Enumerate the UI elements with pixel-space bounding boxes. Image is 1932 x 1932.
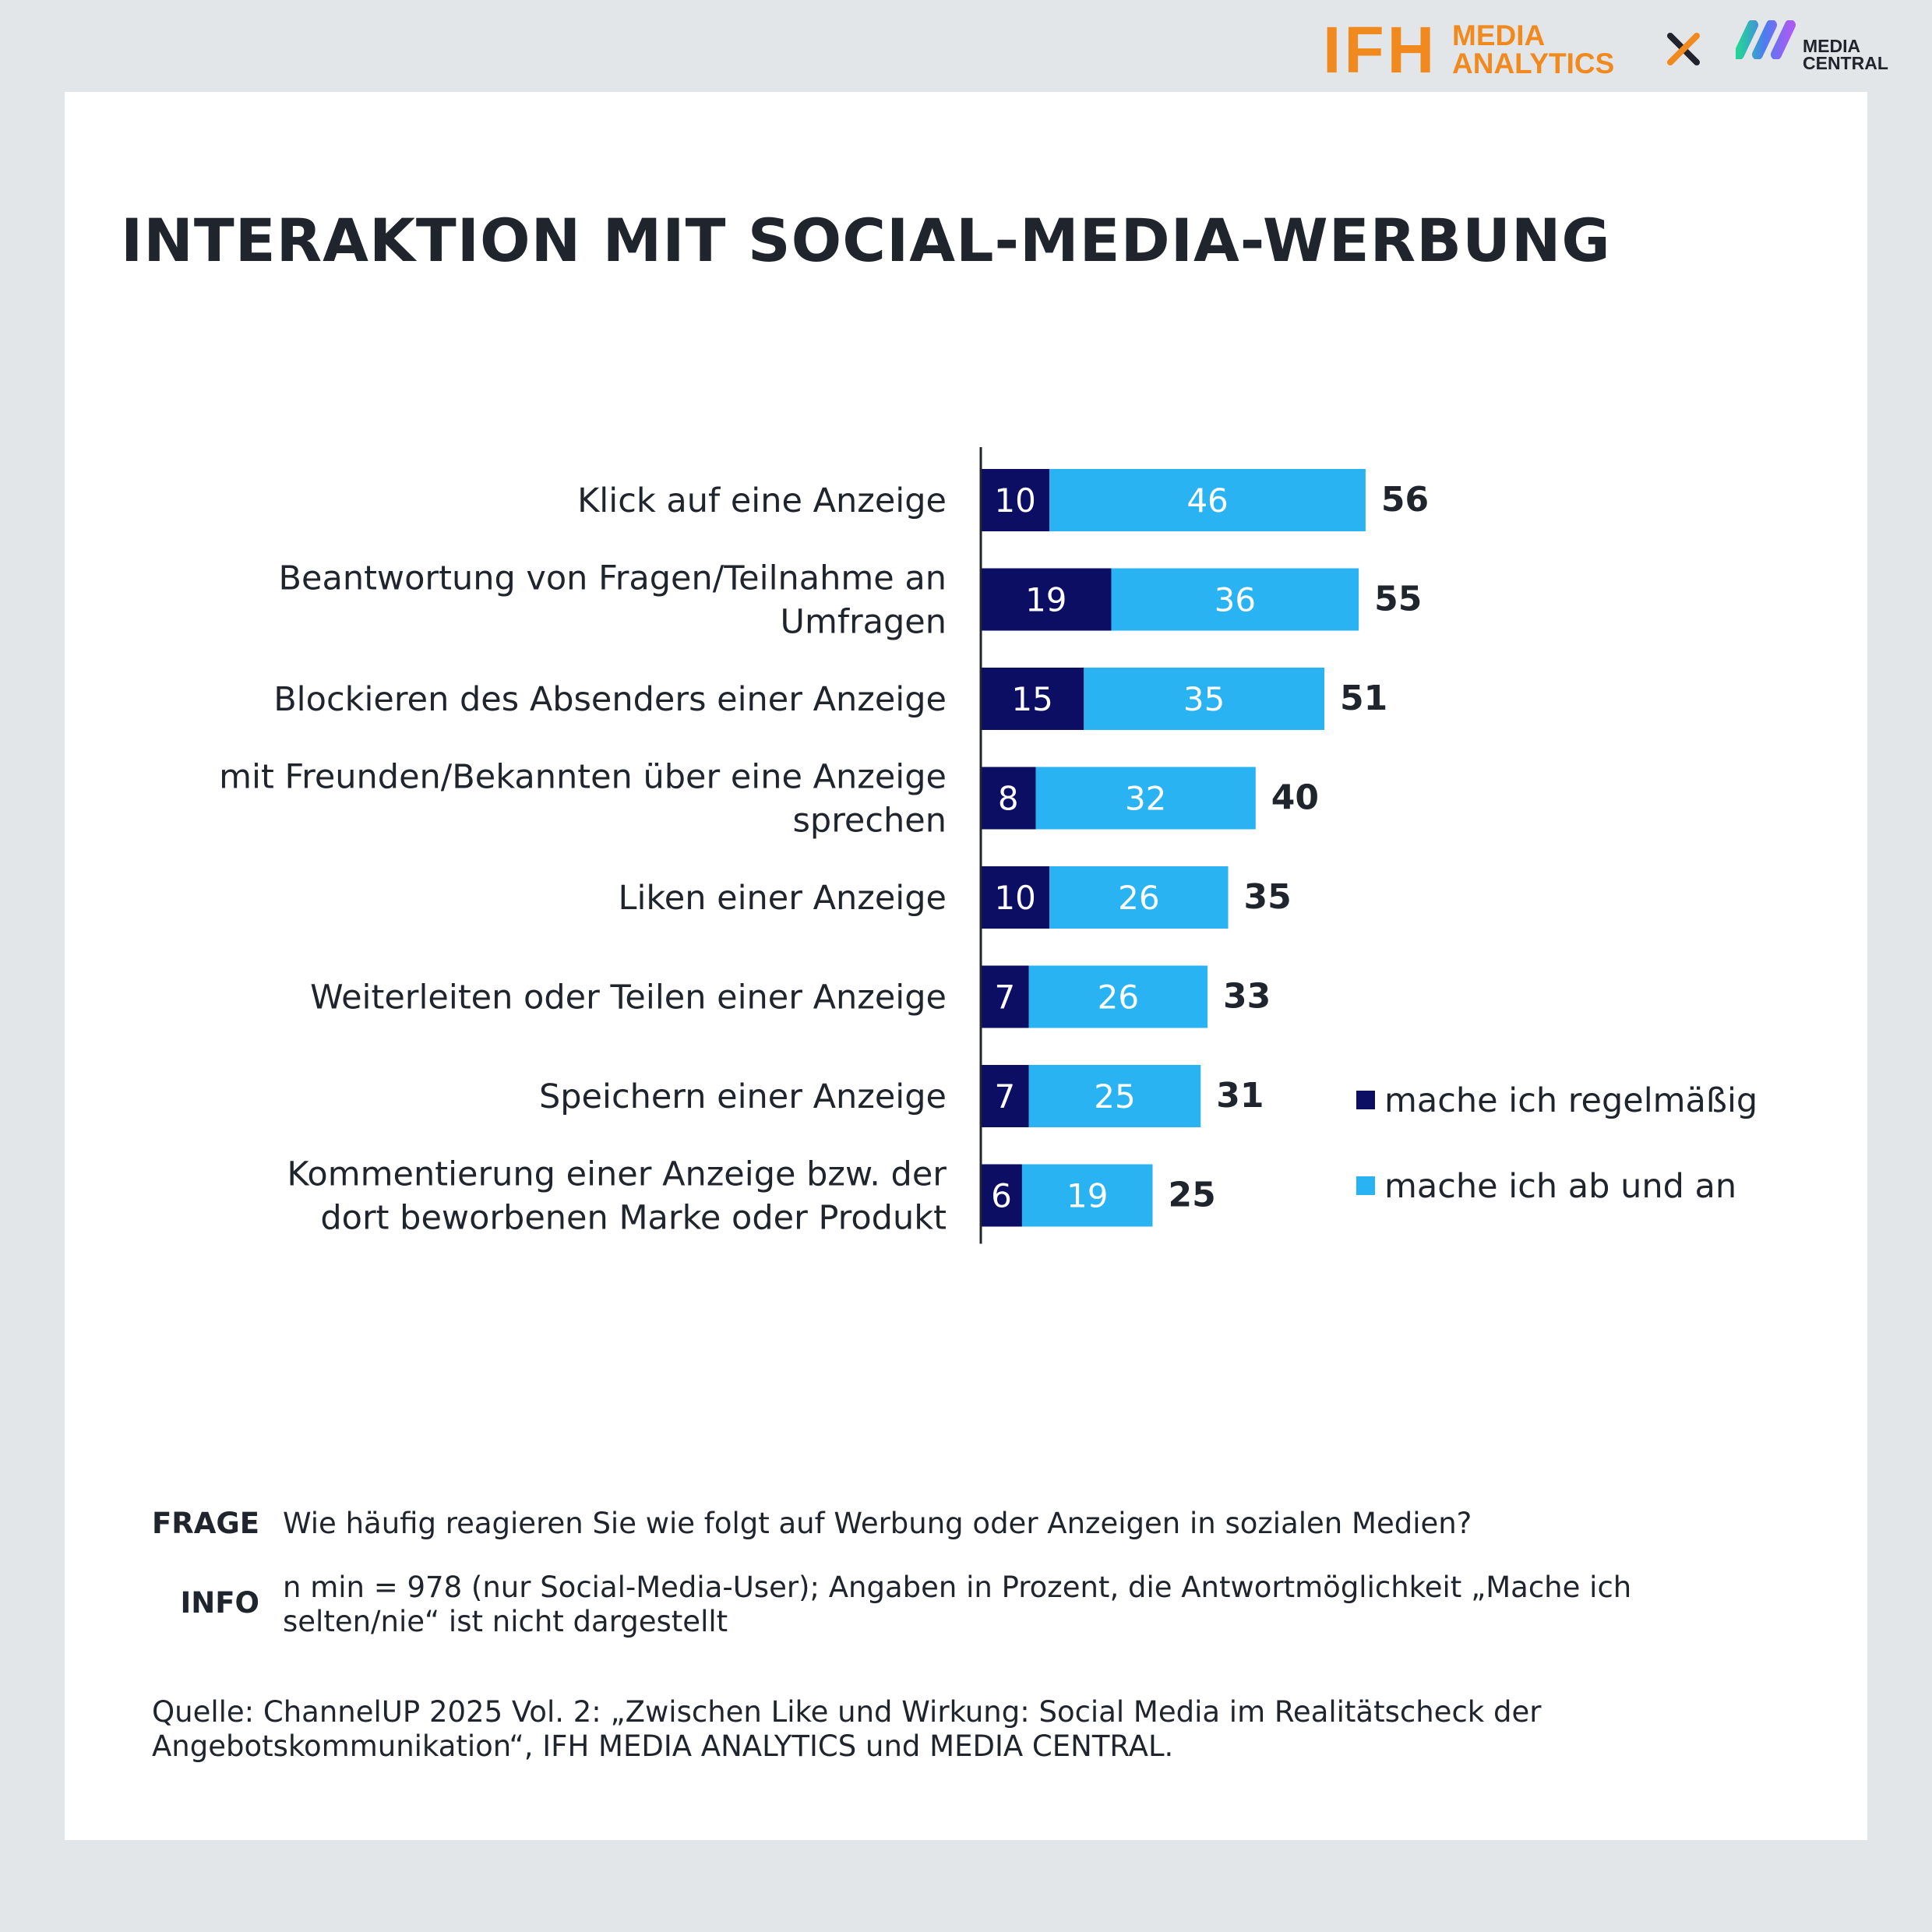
media-central-line1: MEDIA: [1803, 36, 1861, 56]
bar-total-label: 56: [1380, 480, 1430, 520]
bar-value-label: 36: [1214, 580, 1257, 619]
bar-value-label: 10: [994, 481, 1036, 520]
media-analytics-line2: ANALYTICS: [1452, 48, 1615, 79]
bar-value-label: 35: [1183, 680, 1225, 718]
category-label: Umfragen: [780, 602, 947, 642]
page-title: INTERAKTION MIT SOCIAL-MEDIA-WERBUNG: [121, 206, 1611, 275]
media-analytics-wordmark: [1452, 19, 1615, 79]
bar-value-label: 7: [994, 978, 1016, 1017]
bar-value-label: 19: [1025, 580, 1067, 619]
media-central-line2: CENTRAL: [1803, 53, 1888, 73]
content-card: [65, 92, 1867, 1840]
bar-value-label: 15: [1011, 680, 1053, 718]
bar-value-label: 8: [997, 779, 1019, 818]
info-text: n min = 978 (nur Social-Media-User); Angaben in Prozent, die Antwortmöglichkeit „Mache ich selten/nie“ ist nicht dargestellt: [283, 1571, 1632, 1638]
cross-separator-icon: [1666, 31, 1701, 67]
bar-value-label: 7: [994, 1077, 1016, 1116]
source-note: Quelle: ChannelUP 2025 Vol. 2: „Zwischen Like und Wirkung: Social Media im Realitätscheck der Angebotskommunikation“, IFH MEDIA ANALYTICS und MEDIA CENTRAL.: [152, 1695, 1542, 1763]
bar-value-label: 46: [1186, 481, 1229, 520]
legend-swatch-regular: [1356, 1091, 1375, 1109]
category-label: dort beworbenen Marke oder Produkt: [320, 1198, 947, 1238]
bar-total-label: 35: [1243, 877, 1292, 917]
media-analytics-line1: MEDIA: [1452, 19, 1546, 51]
legend-label-occasional: mache ich ab und an: [1384, 1167, 1737, 1206]
bar-value-label: 26: [1118, 879, 1160, 917]
stacked-bar-chart: [65, 92, 1867, 1416]
bar-value-label: 6: [991, 1176, 1012, 1215]
bar-total-label: 55: [1374, 579, 1423, 619]
bar-value-label: 26: [1097, 978, 1140, 1017]
bar-value-label: 32: [1124, 779, 1167, 818]
bar-total-label: 51: [1340, 679, 1388, 718]
category-label: Weiterleiten oder Teilen einer Anzeige: [310, 978, 947, 1017]
frage-label: FRAGE: [151, 1507, 259, 1540]
info-label: INFO: [180, 1586, 259, 1620]
category-label: Liken einer Anzeige: [618, 879, 947, 918]
category-label: Speichern einer Anzeige: [538, 1077, 947, 1116]
bar-total-label: 33: [1223, 976, 1271, 1017]
media-central-mark-icon: [1736, 20, 1807, 59]
legend-label-regular: mache ich regelmäßig: [1384, 1081, 1758, 1120]
category-label: Beantwortung von Fragen/Teilnahme an: [278, 559, 947, 598]
category-label: sprechen: [792, 801, 947, 841]
legend-swatch-occasional: [1356, 1176, 1375, 1195]
frage-text: Wie häufig reagieren Sie wie folgt auf Werbung oder Anzeigen in sozialen Medien?: [283, 1507, 1472, 1540]
media-central-wordmark: [1803, 37, 1888, 72]
bar-total-label: 40: [1271, 777, 1320, 818]
header-logos: [0, 0, 1932, 92]
category-label: Kommentierung einer Anzeige bzw. der: [287, 1155, 947, 1194]
category-label: mit Freunden/Bekannten über eine Anzeige: [219, 757, 947, 797]
category-label: Klick auf eine Anzeige: [577, 481, 947, 520]
category-label: Blockieren des Absenders einer Anzeige: [273, 680, 947, 719]
bar-total-label: 31: [1216, 1076, 1264, 1116]
bar-total-label: 25: [1168, 1175, 1216, 1215]
bar-value-label: 19: [1066, 1176, 1109, 1215]
bar-value-label: 25: [1094, 1077, 1136, 1116]
ifh-logo: IFH: [1323, 13, 1438, 86]
bar-value-label: 10: [994, 879, 1036, 917]
